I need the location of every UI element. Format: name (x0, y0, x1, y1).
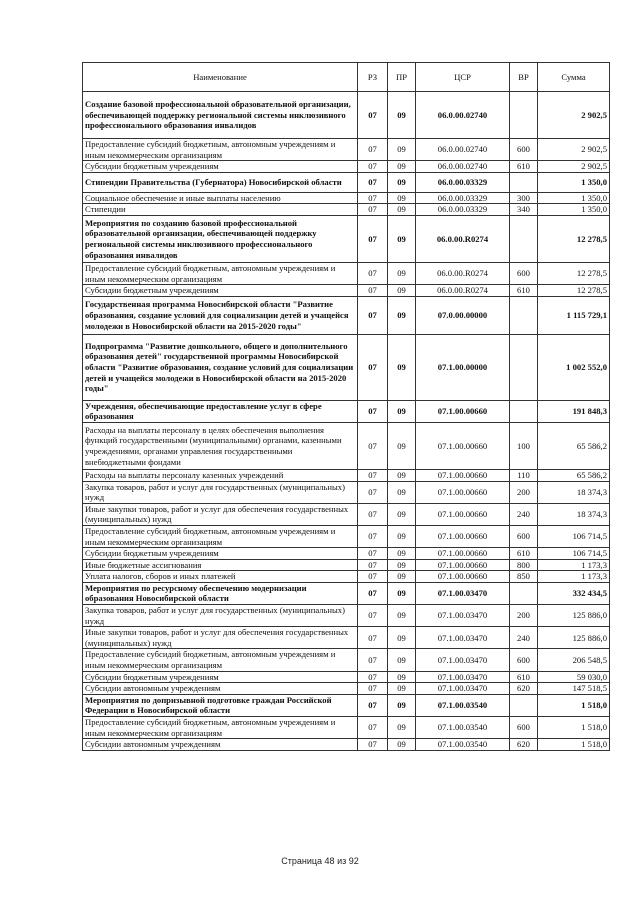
cell-csr: 07.1.00.03470 (416, 671, 510, 683)
cell-pr: 09 (388, 92, 416, 139)
cell-pr: 09 (388, 422, 416, 469)
cell-rz: 07 (358, 548, 388, 560)
cell-name: Субсидии бюджетным учреждениям (83, 671, 358, 683)
cell-vr (510, 582, 538, 604)
cell-vr: 600 (510, 139, 538, 161)
cell-pr: 09 (388, 717, 416, 739)
cell-rz: 07 (358, 204, 388, 216)
table-body (83, 92, 610, 751)
cell-rz: 07 (358, 739, 388, 751)
table-row (83, 503, 610, 525)
cell-pr: 09 (388, 503, 416, 525)
cell-pr: 09 (388, 605, 416, 627)
cell-sum: 1 518,0 (538, 739, 610, 751)
table-row (83, 559, 610, 571)
cell-name: Уплата налогов, сборов и иных платежей (83, 571, 358, 583)
table-row (83, 582, 610, 604)
cell-vr: 240 (510, 503, 538, 525)
cell-pr: 09 (388, 525, 416, 547)
cell-sum: 65 586,2 (538, 422, 610, 469)
cell-sum: 18 374,3 (538, 481, 610, 503)
cell-rz: 07 (358, 161, 388, 173)
table-row (83, 717, 610, 739)
cell-sum: 125 886,0 (538, 627, 610, 649)
cell-name: Мероприятия по созданию базовой профессиональной образовательной организации, обеспечивающей поддержку региональной системы инклюзивного профессионального образования инвалидов (83, 215, 358, 262)
table-row (83, 192, 610, 204)
table-row (83, 683, 610, 695)
cell-rz: 07 (358, 481, 388, 503)
cell-vr: 600 (510, 262, 538, 284)
cell-rz: 07 (358, 285, 388, 297)
cell-pr: 09 (388, 192, 416, 204)
header-pr: ПР (388, 63, 416, 92)
cell-csr: 07.0.00.00000 (416, 296, 510, 334)
table-row (83, 139, 610, 161)
table-row (83, 400, 610, 422)
table-row (83, 627, 610, 649)
cell-csr: 07.1.00.00660 (416, 469, 510, 481)
cell-pr: 09 (388, 481, 416, 503)
cell-rz: 07 (358, 671, 388, 683)
cell-name: Стипендии (83, 204, 358, 216)
cell-pr: 09 (388, 469, 416, 481)
cell-sum: 1 173,3 (538, 571, 610, 583)
cell-sum: 12 278,5 (538, 262, 610, 284)
cell-pr: 09 (388, 400, 416, 422)
cell-rz: 07 (358, 469, 388, 481)
cell-pr: 09 (388, 172, 416, 192)
table-row (83, 469, 610, 481)
cell-rz: 07 (358, 683, 388, 695)
cell-sum: 332 434,5 (538, 582, 610, 604)
cell-csr: 06.0.00.02740 (416, 139, 510, 161)
table-row (83, 262, 610, 284)
cell-vr (510, 215, 538, 262)
cell-csr: 07.1.00.03540 (416, 694, 510, 716)
cell-sum: 59 030,0 (538, 671, 610, 683)
cell-name: Закупка товаров, работ и услуг для государственных (муниципальных) нужд (83, 481, 358, 503)
cell-name: Предоставление субсидий бюджетным, автономным учреждениям и иным некоммерческим организациям (83, 139, 358, 161)
cell-name: Субсидии бюджетным учреждениям (83, 285, 358, 297)
cell-csr: 07.1.00.00660 (416, 481, 510, 503)
cell-sum: 1 350,0 (538, 192, 610, 204)
cell-rz: 07 (358, 172, 388, 192)
table-row (83, 671, 610, 683)
cell-vr: 600 (510, 717, 538, 739)
cell-name: Иные закупки товаров, работ и услуг для обеспечения государственных (муниципальных) нужд (83, 503, 358, 525)
cell-name: Субсидии бюджетным учреждениям (83, 548, 358, 560)
table-row (83, 548, 610, 560)
cell-csr: 07.1.00.00000 (416, 334, 510, 400)
cell-name: Расходы на выплаты персоналу в целях обеспечения выполнения функций государственными (муниципальными) органами, казенными учреждениями, органами управления государственными внебюджетными фондами (83, 422, 358, 469)
cell-vr: 600 (510, 649, 538, 671)
cell-rz: 07 (358, 139, 388, 161)
cell-sum: 106 714,5 (538, 525, 610, 547)
cell-sum: 12 278,5 (538, 215, 610, 262)
cell-name: Предоставление субсидий бюджетным, автономным учреждениям и иным некоммерческим организациям (83, 262, 358, 284)
cell-vr: 600 (510, 525, 538, 547)
page-number: Страница 48 из 92 (281, 856, 359, 866)
cell-sum: 2 902,5 (538, 161, 610, 173)
cell-csr: 07.1.00.03470 (416, 582, 510, 604)
cell-csr: 06.0.00.R0274 (416, 285, 510, 297)
cell-pr: 09 (388, 139, 416, 161)
header-rz: РЗ (358, 63, 388, 92)
cell-name: Предоставление субсидий бюджетным, автономным учреждениям и иным некоммерческим организациям (83, 717, 358, 739)
cell-vr: 340 (510, 204, 538, 216)
cell-pr: 09 (388, 627, 416, 649)
cell-pr: 09 (388, 262, 416, 284)
cell-vr (510, 334, 538, 400)
header-sum: Сумма (538, 63, 610, 92)
cell-sum: 125 886,0 (538, 605, 610, 627)
cell-name: Субсидии автономным учреждениям (83, 683, 358, 695)
cell-vr: 240 (510, 627, 538, 649)
cell-vr: 610 (510, 161, 538, 173)
cell-rz: 07 (358, 92, 388, 139)
cell-name: Предоставление субсидий бюджетным, автономным учреждениям и иным некоммерческим организациям (83, 525, 358, 547)
cell-rz: 07 (358, 192, 388, 204)
cell-pr: 09 (388, 683, 416, 695)
cell-rz: 07 (358, 296, 388, 334)
cell-name: Предоставление субсидий бюджетным, автономным учреждениям и иным некоммерческим организациям (83, 649, 358, 671)
cell-name: Государственная программа Новосибирской области "Развитие образования, создание условий для социализации детей и учащейся молодежи в Новосибирской области на 2015-2020 годы" (83, 296, 358, 334)
cell-rz: 07 (358, 717, 388, 739)
cell-pr: 09 (388, 334, 416, 400)
cell-csr: 07.1.00.00660 (416, 525, 510, 547)
cell-csr: 07.1.00.03470 (416, 605, 510, 627)
cell-vr: 850 (510, 571, 538, 583)
cell-pr: 09 (388, 161, 416, 173)
cell-sum: 206 548,5 (538, 649, 610, 671)
cell-vr (510, 172, 538, 192)
cell-csr: 07.1.00.00660 (416, 571, 510, 583)
cell-sum: 1 350,0 (538, 204, 610, 216)
budget-table (82, 62, 610, 751)
cell-sum: 1 518,0 (538, 694, 610, 716)
cell-csr: 06.0.00.03329 (416, 204, 510, 216)
cell-rz: 07 (358, 694, 388, 716)
cell-vr (510, 694, 538, 716)
cell-pr: 09 (388, 559, 416, 571)
cell-sum: 147 518,5 (538, 683, 610, 695)
cell-pr: 09 (388, 285, 416, 297)
cell-rz: 07 (358, 400, 388, 422)
cell-csr: 07.1.00.03470 (416, 649, 510, 671)
cell-name: Социальное обеспечение и иные выплаты населению (83, 192, 358, 204)
cell-rz: 07 (358, 627, 388, 649)
cell-csr: 07.1.00.00660 (416, 422, 510, 469)
cell-csr: 06.0.00.R0274 (416, 215, 510, 262)
cell-sum: 191 848,3 (538, 400, 610, 422)
cell-csr: 07.1.00.03540 (416, 739, 510, 751)
table-row (83, 161, 610, 173)
cell-pr: 09 (388, 649, 416, 671)
cell-pr: 09 (388, 296, 416, 334)
table-header-row (83, 63, 610, 92)
table-row (83, 215, 610, 262)
cell-name: Иные бюджетные ассигнования (83, 559, 358, 571)
cell-sum: 12 278,5 (538, 285, 610, 297)
cell-sum: 18 374,3 (538, 503, 610, 525)
cell-name: Подпрограмма "Развитие дошкольного, общего и дополнительного образования детей" государственной программы Новосибирской области "Развитие образования, создание условий для социализации детей и учащейся молодежи в Новосибирской области на 2015-2020 годы" (83, 334, 358, 400)
table-row (83, 649, 610, 671)
cell-sum: 2 902,5 (538, 92, 610, 139)
cell-vr: 610 (510, 671, 538, 683)
cell-sum: 2 902,5 (538, 139, 610, 161)
cell-csr: 07.1.00.00660 (416, 548, 510, 560)
cell-pr: 09 (388, 548, 416, 560)
cell-rz: 07 (358, 215, 388, 262)
cell-pr: 09 (388, 204, 416, 216)
table-row (83, 285, 610, 297)
cell-name: Мероприятия по ресурсному обеспечению модернизации образования Новосибирской области (83, 582, 358, 604)
cell-name: Субсидии бюджетным учреждениям (83, 161, 358, 173)
cell-csr: 07.1.00.03470 (416, 683, 510, 695)
cell-pr: 09 (388, 571, 416, 583)
cell-pr: 09 (388, 694, 416, 716)
table-row (83, 334, 610, 400)
header-csr: ЦСР (416, 63, 510, 92)
cell-pr: 09 (388, 215, 416, 262)
cell-rz: 07 (358, 571, 388, 583)
cell-rz: 07 (358, 649, 388, 671)
cell-vr (510, 92, 538, 139)
cell-vr: 300 (510, 192, 538, 204)
cell-name: Стипендии Правительства (Губернатора) Новосибирской области (83, 172, 358, 192)
cell-sum: 1 350,0 (538, 172, 610, 192)
cell-name: Расходы на выплаты персоналу казенных учреждений (83, 469, 358, 481)
cell-name: Учреждения, обеспечивающие предоставление услуг в сфере образования (83, 400, 358, 422)
cell-csr: 07.1.00.00660 (416, 559, 510, 571)
cell-name: Закупка товаров, работ и услуг для государственных (муниципальных) нужд (83, 605, 358, 627)
header-name: Наименование (83, 63, 358, 92)
cell-vr: 800 (510, 559, 538, 571)
cell-csr: 07.1.00.00660 (416, 503, 510, 525)
cell-sum: 1 518,0 (538, 717, 610, 739)
cell-sum: 1 115 729,1 (538, 296, 610, 334)
cell-vr: 110 (510, 469, 538, 481)
cell-csr: 07.1.00.00660 (416, 400, 510, 422)
table-row (83, 92, 610, 139)
table-row (83, 204, 610, 216)
cell-csr: 06.0.00.03329 (416, 192, 510, 204)
cell-sum: 1 002 552,0 (538, 334, 610, 400)
cell-vr (510, 296, 538, 334)
cell-pr: 09 (388, 739, 416, 751)
table-row (83, 525, 610, 547)
cell-rz: 07 (358, 525, 388, 547)
cell-csr: 06.0.00.02740 (416, 161, 510, 173)
table-row (83, 605, 610, 627)
cell-vr: 620 (510, 739, 538, 751)
header-vr: ВР (510, 63, 538, 92)
table-row (83, 571, 610, 583)
cell-csr: 06.0.00.R0274 (416, 262, 510, 284)
cell-rz: 07 (358, 422, 388, 469)
cell-name: Создание базовой профессиональной образовательной организации, обеспечивающей поддержку региональной системы инклюзивного профессионального образования инвалидов (83, 92, 358, 139)
cell-sum: 65 586,2 (538, 469, 610, 481)
cell-sum: 1 173,3 (538, 559, 610, 571)
cell-csr: 07.1.00.03540 (416, 717, 510, 739)
cell-rz: 07 (358, 262, 388, 284)
cell-vr (510, 400, 538, 422)
table-row (83, 422, 610, 469)
table-row (83, 296, 610, 334)
cell-pr: 09 (388, 582, 416, 604)
cell-rz: 07 (358, 582, 388, 604)
cell-pr: 09 (388, 671, 416, 683)
cell-vr: 200 (510, 481, 538, 503)
cell-rz: 07 (358, 605, 388, 627)
cell-rz: 07 (358, 559, 388, 571)
cell-csr: 06.0.00.03329 (416, 172, 510, 192)
table-row (83, 481, 610, 503)
cell-vr: 620 (510, 683, 538, 695)
cell-sum: 106 714,5 (538, 548, 610, 560)
cell-vr: 100 (510, 422, 538, 469)
cell-rz: 07 (358, 503, 388, 525)
cell-csr: 06.0.00.02740 (416, 92, 510, 139)
table-row (83, 694, 610, 716)
table-row (83, 739, 610, 751)
cell-vr: 610 (510, 548, 538, 560)
table-row (83, 172, 610, 192)
cell-name: Субсидии автономным учреждениям (83, 739, 358, 751)
cell-name: Иные закупки товаров, работ и услуг для обеспечения государственных (муниципальных) нужд (83, 627, 358, 649)
cell-vr: 610 (510, 285, 538, 297)
cell-vr: 200 (510, 605, 538, 627)
cell-csr: 07.1.00.03470 (416, 627, 510, 649)
cell-name: Мероприятия по допризывной подготовке граждан Российской Федерации в Новосибирской области (83, 694, 358, 716)
cell-rz: 07 (358, 334, 388, 400)
